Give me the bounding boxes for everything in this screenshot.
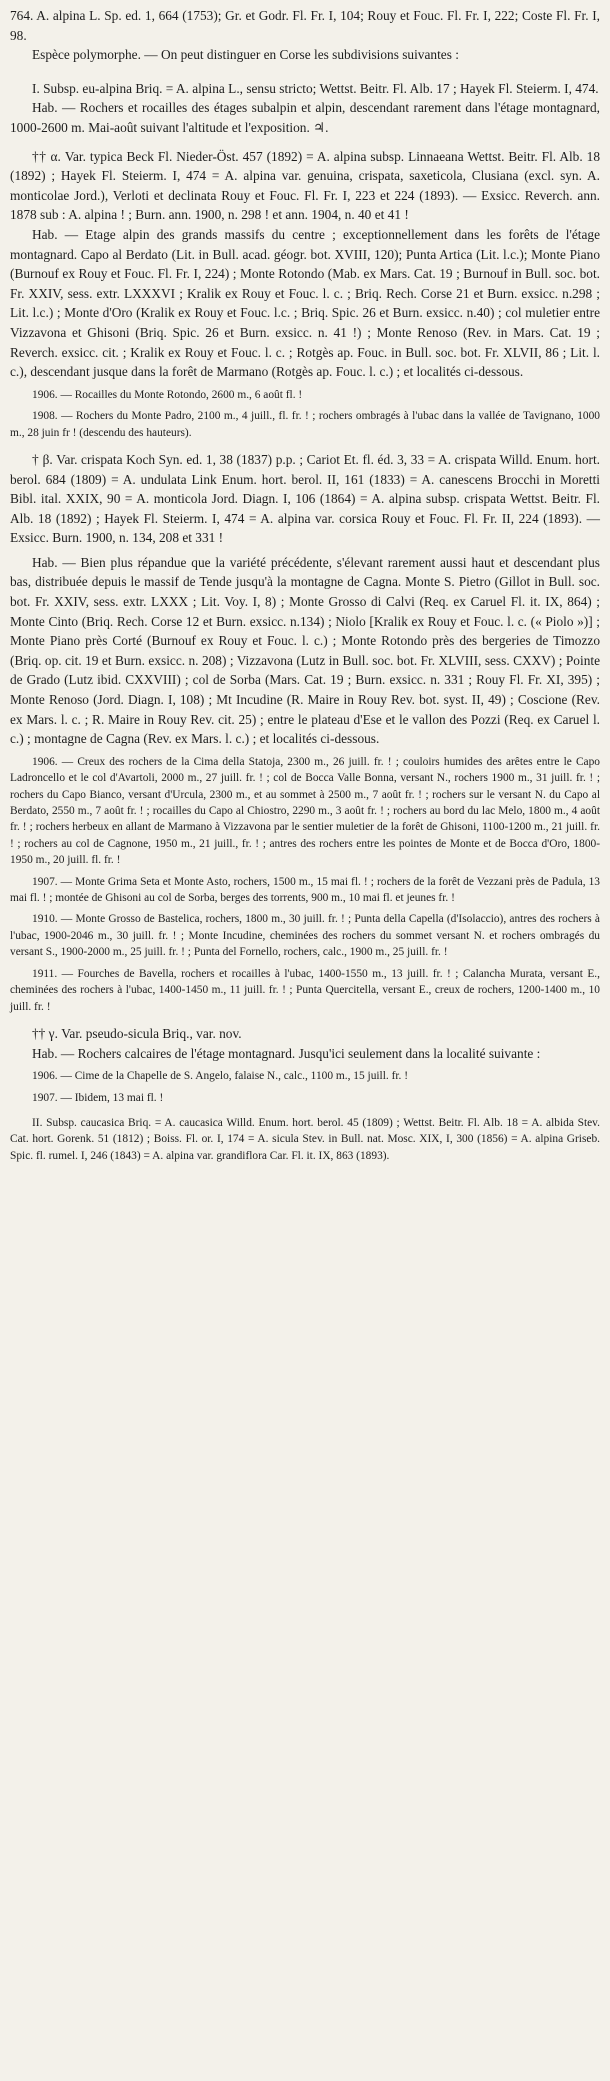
var-crispata-obs-1907: 1907. — Monte Grima Seta et Monte Asto, rochers, 1500 m., 15 mai fl. ! ; rochers de la forêt de Vezzani près de Padula, 13 mai fl. ! ; montée de Ghisoni au col de Sorba, berges des torrents, 900 m., 10 mai fl. et jeunes fr. ! xyxy=(10,875,600,905)
var-typica-obs-1906: 1906. — Rocailles du Monte Rotondo, 2600 m., 6 août fl. ! xyxy=(32,388,303,401)
entry-764-note: Espèce polymorphe. — On peut distinguer en Corse les subdivisions suivantes : xyxy=(32,47,459,63)
var-pseudo-sicula-obs-1906: 1906. — Cime de la Chapelle de S. Angelo, falaise N., calc., 1100 m., 15 juill. fr. ! xyxy=(32,1070,409,1083)
var-pseudo-sicula-habitat: Hab. — Rochers calcaires de l'étage montagnard. Jusqu'ici seulement dans la localité suivante : xyxy=(32,1045,541,1061)
var-pseudo-sicula-obs-1907: 1907. — Ibidem, 13 mai fl. ! xyxy=(32,1091,164,1104)
var-pseudo-sicula-title: †† γ. Var. pseudo-sicula Briq., var. nov. xyxy=(32,1025,242,1041)
var-typica-title: †† α. Var. typica Beck Fl. Nieder-Öst. 457 (1892) = A. alpina subsp. Linnaeana Wettst. Beitr. Fl. Alb. 18 (1892) ; Hayek Fl. Steierm. I, 474 = A. alpina var. genuina, crispata, saxeticola, Clusiana (excl. syn. A. monticolae Jord.), Verloti et declinata Rouy et Fouc. Fl. Fr. I, 223 et 224 (1893). — Exsicc. Reverch. ann. 1878 sub : A. alpina ! ; Burn. ann. 1900, n. 298 ! et ann. 1904, n. 40 et 41 ! xyxy=(10,148,600,223)
subsp-caucasica-title: II. Subsp. caucasica Briq. = A. caucasica Willd. Enum. hort. berol. 45 (1809) ; Wettst. Beitr. Fl. Alb. 18 = A. albida Stev. Cat. hort. Gorenk. 51 (1812) ; Boiss. Fl. or. I, 174 = A. sicula Stev. in Bull. nat. Mosc. XIX, I, 300 (1856) = A. alpina Griseb. Spic. fl. rumel. I, 246 (1843) = A. alpina var. grandiflora Car. Fl. it. IX, 863 (1893). xyxy=(10,1116,600,1162)
var-crispata-obs-1906: 1906. — Creux des rochers de la Cima della Statoja, 2300 m., 26 juill. fr. ! ; couloirs humides des arêtes entre le Capo Ladroncello et le col d'Avartoli, 2000 m., 27 juill. fr. ! ; col de Bocca Valle Bonna, versant N., rochers 1900 m., 31 juill. fr. ! ; rochers du Capo Bianco, versant d'Urcula, 2300 m., et au sommet à 2500 m., 7 août fr. ! ; rochers sur le versant N. du Capo al Berdato, 2550 m., 7 août fr. ! ; rocailles du Capo al Chiostro, 2290 m., 3 août fr. ! ; rochers au bord du lac Melo, 1800 m., 4 août fr. ! ; rochers herbeux en allant de Marmano à Vizzavona par le sentier muletier de la forêt de Ghisoni, 1100-1200 m., 21 juill. fr. ! ; rochers au col de Cagnone, 1950 m., 21 juill., fr. ! ; antres des rochers entre les pointes de Monte et de Bocca d'Oro, 1800-1950 m., 20 juill. fl. fr. ! xyxy=(10,755,600,867)
var-typica-habitat: Hab. — Etage alpin des grands massifs du centre ; exceptionnellement dans les forêts de l'étage montagnard. Capo al Berdato (Lit. in Bull. acad. géogr. bot. XVIII, 120); Punta Artica (Lit. l.c.); Monte Piano (Burnouf ex Rouy et Fouc. Fl. Fr. I, 224) ; Monte Rotondo (Mab. ex Mars. Cat. 19 ; Burnouf in Bull. soc. bot. Fr. XXIV, sess. extr. LXXXVI ; Kralik ex Rouy et Fouc. l. c. ; Briq. Rech. Corse 21 et Burn. exsicc. n.298 ; Lit. l.c.) ; Monte d'Oro (Kralik ex Rouy et Fouc. l.c. ; Briq. Spic. 26 et Burn. exsicc. n.40) ; col muletier entre Vizzavona et Ghisoni (Briq. Spic. 26 et Burn. exsicc. n. 41 !) ; Monte Renoso (Rev. in Mars. Cat. 19 ; Reverch. exsicc. cit. ; Kralik ex Rouy et Fouc. l. c. ; Rotgès ap. Fouc. in Bull. soc. bot. Fr. XLVII, 86 ; Lit. l. c.), descendant jusque dans la forêt de Marmano (Rotgès ap. Fouc. l. c.) ; et localités ci-dessous. xyxy=(10,226,600,380)
subsp-eu-alpina-habitat: Hab. — Rochers et rocailles des étages subalpin et alpin, descendant rarement dans l'étage montagnard, 1000-2600 m. Mai-août suivant l'altitude et l'exposition. ♃. xyxy=(10,100,600,135)
subsp-eu-alpina-title: I. Subsp. eu-alpina Briq. = A. alpina L., sensu stricto; Wettst. Beitr. Fl. Alb. 17 ; Hayek Fl. Steierm. I, 474. xyxy=(32,80,599,96)
var-crispata-obs-1910: 1910. — Monte Grosso de Bastelica, rochers, 1800 m., 30 juill. fr. ! ; Punta della Capella (d'Isolaccio), antres des rochers à l'ubac, 1900-2046 m., 30 juill. fr. ! ; Monte Incudine, cheminées des rochers du sommet versant N. et rochers ombragés du versant S., 1900-2000 m., 25 juill. fr. ! ; Punta del Fornello, rochers, calc., 1900 m., 25 juill. fr. ! xyxy=(10,913,600,959)
var-crispata-habitat: Hab. — Bien plus répandue que la variété précédente, s'élevant rarement aussi haut et descendant plus bas, distribuée depuis le massif de Tende jusqu'à la montagne de Cagna. Monte S. Pietro (Gillot in Bull. soc. bot. Fr. XXIV, sess. extr. LXXX ; Lit. Voy. I, 8) ; Monte Grosso di Calvi (Req. ex Caruel Fl. it. IX, 864) ; Monte Cinto (Briq. Rech. Corse 12 et Burn. exsicc. n.134) ; Niolo [Kralik ex Rouy et Fouc. l. c. (« Piolo »)] ; Monte Piano près Corté (Burnouf ex Rouy et Fouc. l. c.) ; Monte Rotondo près des bergeries de Timozzo (Briq. op. cit. 19 et Burn. exsicc. n. 208) ; Vizzavona (Lutz in Bull. soc. bot. Fr. XLVIII, sess. CXXV) ; Pointe de Grado (Lutz ibid. CXXVIII) ; col de Sorba (Mars. Cat. 19 ; Burn. exsicc. n. 331 ; Rouy Fl. Fr. XI, 395) ; Monte Renoso (Jord. Diagn. I, 108) ; Mt Incudine (R. Maire in Rouy Rev. bot. syst. II, 49) ; Coscione (Rev. ex Mars. l. c. ; R. Maire in Rouy Rev. cit. 25) ; entre le plateau d'Ese et le vallon des Pozzi (Req. ex Caruel l. c.) ; montagne de Cagna (Rev. ex Mars. l. c.) ; et localités ci-dessous. xyxy=(10,554,600,747)
var-crispata-obs-1911: 1911. — Fourches de Bavella, rochers et rocailles à l'ubac, 1400-1550 m., 13 juill. fr. ! ; Calancha Murata, versant E., cheminées des rochers à l'ubac, 1400-1450 m., 11 juill. fr. ! ; Punta Quercitella, versant E., creux de rochers, 1200-1400 m., 10 juill. fr. ! xyxy=(10,967,600,1013)
entry-764-header: 764. A. alpina L. Sp. ed. 1, 664 (1753); Gr. et Godr. Fl. Fr. I, 104; Rouy et Fouc. Fl. Fr. I, 222; Coste Fl. Fr. I, 98. xyxy=(10,8,600,43)
var-typica-obs-1908: 1908. — Rochers du Monte Padro, 2100 m., 4 juill., fl. fr. ! ; rochers ombragés à l'ubac dans la vallée de Tavignano, 1000 m., 28 juin fr ! (descendu des hauteurs). xyxy=(10,410,600,439)
var-crispata-title: † β. Var. crispata Koch Syn. ed. 1, 38 (1837) p.p. ; Cariot Et. fl. éd. 3, 33 = A. crispata Willd. Enum. hort. berol. 684 (1809) = A. undulata Link Enum. hort. berol. II, 161 (1833) = A. canescens Brocchi in Moretti Bibl. ital. XXIX, 90 = A. monticola Jord. Diagn. I, 106 (1864) = A. alpina subsp. crispata Wettst. Beitr. Fl. Alb. 18 (1892) ; Hayek Fl. Steierm. I, 474 = A. alpina var. corsica Rouy et Fouc. Fl. Fr. II, 224 (1893). — Exsicc. Burn. 1900, n. 134, 208 et 331 ! xyxy=(10,451,600,546)
